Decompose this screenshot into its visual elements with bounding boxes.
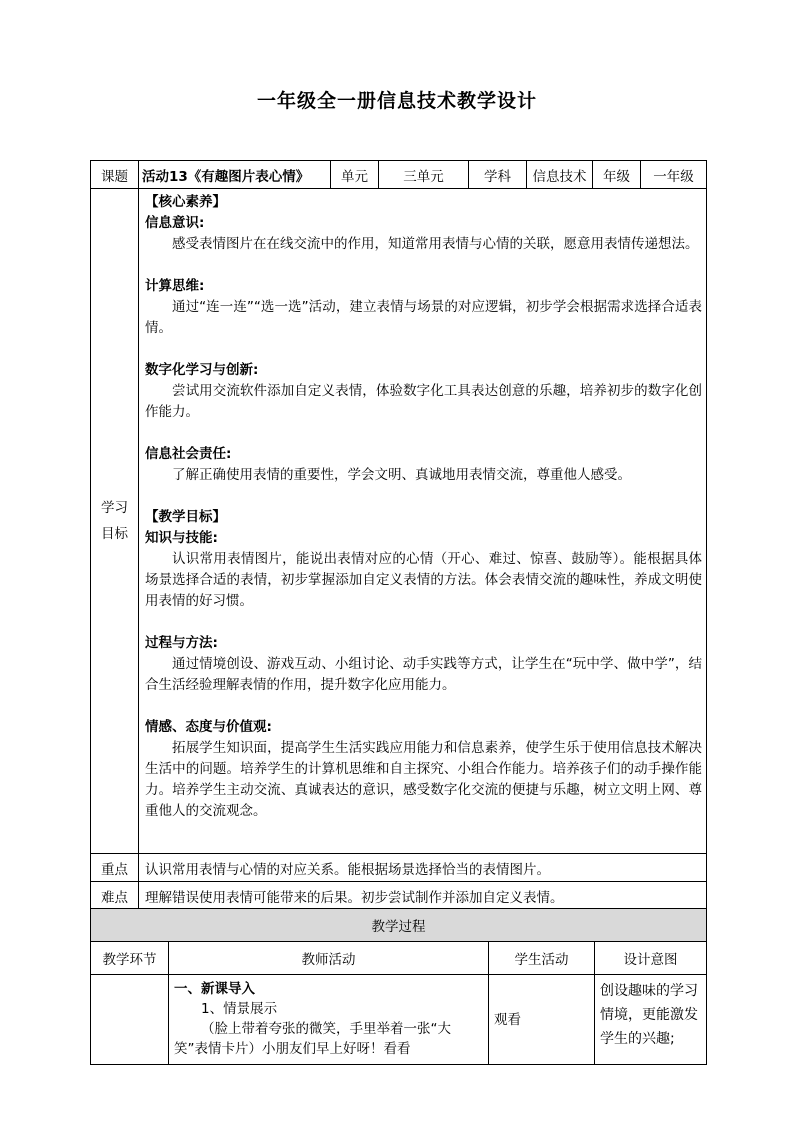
grade-value: 一年级 [641, 161, 707, 189]
teaching-process-table [90, 908, 707, 1065]
comp-thinking-title: 计算思维: [145, 278, 205, 294]
lesson-info-table [90, 160, 707, 910]
process-title-row [91, 909, 707, 942]
teacher-heading: 一、新课导入 [174, 981, 255, 997]
step-cell [91, 975, 169, 1065]
col-intent-header: 设计意图 [595, 942, 707, 975]
info-awareness-title: 信息意识: [145, 215, 205, 231]
key-point-row [91, 854, 707, 882]
subject-label: 学科 [469, 161, 527, 189]
subject-value: 信息技术 [527, 161, 593, 189]
lesson-label: 课题 [91, 161, 139, 189]
objectives-label-line1: 学习 [101, 500, 128, 516]
social-resp-title: 信息社会责任: [145, 446, 232, 462]
difficulty-text: 理解错误使用表情可能带来的后果。初步尝试制作并添加自定义表情。 [139, 882, 707, 910]
info-awareness-text: 感受表情图片在在线交流中的作用，知道常用表情与心情的关联，愿意用表情传递想法。 [172, 236, 699, 252]
teacher-activity-cell [169, 975, 489, 1065]
social-resp-text: 了解正确使用表情的重要性，学会文明、真诚地用表情交流，尊重他人感受。 [172, 467, 631, 483]
emotion-text: 拓展学生知识面，提高学生生活实践应用能力和信息素养，使学生乐于使用信息技术解决生活中的问题。培养学生的计算机思维和自主探究、小组合作能力。培养孩子们的动手操作能力。培养学生主动交流、真诚表达的意识，感受数字化交流的便捷与乐趣，树立文明上网、尊重他人的交流观念。 [145, 740, 702, 819]
key-point-label: 重点 [91, 854, 139, 882]
design-intent-cell: 创设趣味的学习情境，更能激发学生的兴趣; [595, 975, 707, 1065]
unit-label: 单元 [331, 161, 379, 189]
student-activity-cell: 观看 [489, 975, 595, 1065]
digital-learning-text: 尝试用交流软件添加自定义表情，体验数字化工具表达创意的乐趣，培养初步的数字化创作能力。 [145, 383, 702, 420]
core-literacy-heading: 【核心素养】 [145, 194, 226, 210]
process-row-intro [91, 975, 707, 1065]
objectives-label [91, 189, 139, 854]
process-header-row [91, 942, 707, 975]
process-method-title: 过程与方法: [145, 635, 218, 651]
difficulty-label: 难点 [91, 882, 139, 910]
header-row [91, 161, 707, 189]
teacher-subheading: 1、情景展示 [201, 1001, 278, 1017]
objectives-content [139, 189, 707, 854]
col-student-header: 学生活动 [489, 942, 595, 975]
key-point-text: 认识常用表情与心情的对应关系。能根据场景选择恰当的表情图片。 [139, 854, 707, 882]
comp-thinking-text: 通过“连一连”“选一选”活动，建立表情与场景的对应逻辑，初步学会根据需求选择合适表情。 [145, 299, 702, 336]
teaching-goal-heading: 【教学目标】 [145, 509, 226, 525]
knowledge-text: 认识常用表情图片，能说出表情对应的心情（开心、难过、惊喜、鼓励等）。能根据具体场景选择合适的表情，初步掌握添加自定义表情的方法。体会表情交流的趣味性，养成文明使用表情的好习惯。 [145, 551, 702, 609]
document-title: 一年级全一册信息技术教学设计 [256, 90, 537, 112]
col-step-header: 教学环节 [91, 942, 169, 975]
col-teacher-header: 教师活动 [169, 942, 489, 975]
objectives-label-line2: 目标 [101, 526, 128, 542]
grade-label: 年级 [593, 161, 641, 189]
knowledge-title: 知识与技能: [145, 530, 218, 546]
emotion-title: 情感、态度与价值观: [145, 719, 272, 735]
difficulty-row [91, 882, 707, 910]
process-method-text: 通过情境创设、游戏互动、小组讨论、动手实践等方式，让学生在“玩中学、做中学”，结合生活经验理解表情的作用，提升数字化应用能力。 [145, 656, 702, 693]
digital-learning-title: 数字化学习与创新: [145, 362, 259, 378]
process-section-title: 教学过程 [91, 909, 707, 942]
objectives-row [91, 189, 707, 854]
lesson-name: 活动13《有趣图片表心情》 [139, 161, 331, 189]
teacher-text: （脸上带着夸张的微笑，手里举着一张“大笑”表情卡片）小朋友们早上好呀！看看 [174, 1021, 451, 1057]
unit-value: 三单元 [379, 161, 469, 189]
